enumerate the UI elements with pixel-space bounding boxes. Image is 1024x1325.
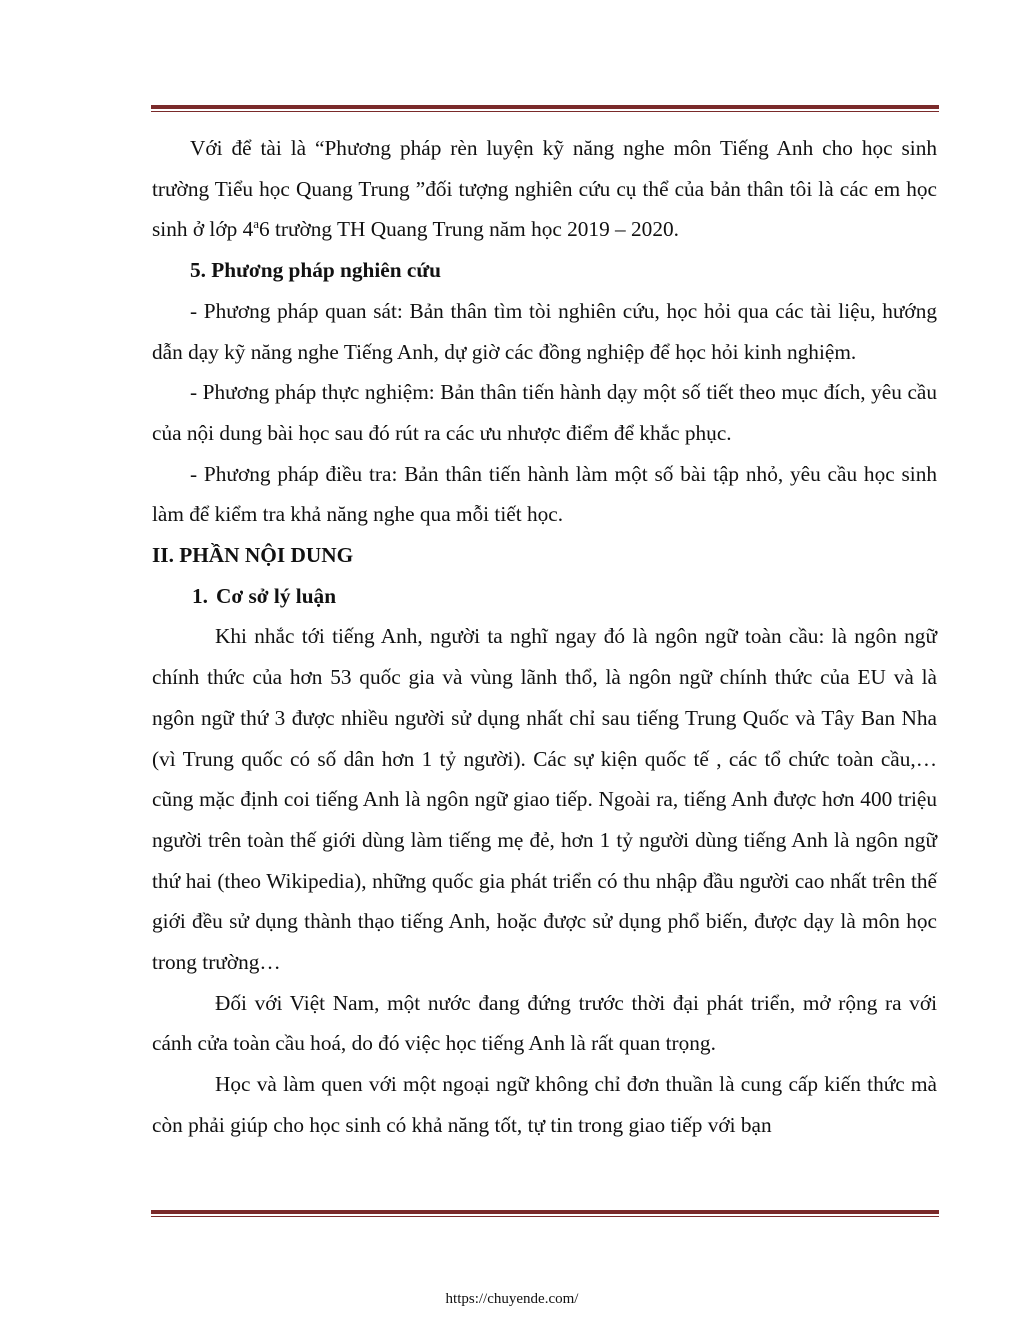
learning-paragraph: Học và làm quen với một ngoại ngữ không chỉ đơn thuần là cung cấp kiến thức mà còn phải giúp cho học sinh có khả năng tốt, tự tin trong giao tiếp với bạn xyxy=(152,1072,937,1137)
footer-url[interactable]: https://chuyende.com/ xyxy=(445,1291,579,1307)
part2-heading: II. PHẦN NỘI DUNG xyxy=(152,543,354,568)
subsection1-title: Cơ sở lý luận xyxy=(216,583,337,608)
method-survey-paragraph: - Phương pháp điều tra: Bản thân tiến hành làm một số bài tập nhỏ, yêu cầu học sinh làm để kiểm tra khả năng nghe qua mỗi tiết học. xyxy=(152,461,937,527)
section5-heading: 5. Phương pháp nghiên cứu xyxy=(190,258,441,283)
header-rule xyxy=(151,105,939,112)
method-experiment-paragraph: - Phương pháp thực nghiệm: Bản thân tiến hành dạy một số tiết theo mục đích, yêu cầu của nội dung bài học sau đó rút ra các ưu nhược điểm để khắc phục. xyxy=(152,380,937,445)
method-observation-paragraph: - Phương pháp quan sát: Bản thân tìm tòi nghiên cứu, học hỏi qua các tài liệu, hướng dẫn dạy kỹ năng nghe Tiếng Anh, dự giờ các đồng nghiệp để học hỏi kinh nghiệm. xyxy=(152,298,937,364)
footer-rule xyxy=(151,1210,939,1217)
subsection1-heading xyxy=(152,576,937,617)
class-superscript: a xyxy=(253,216,259,232)
intro-paragraph: Với để tài là “Phương pháp rèn luyện kỹ năng nghe môn Tiếng Anh cho học sinh trường Tiểu học Quang Trung ”đối tượng nghiên cứu cụ thể của bản thân tôi là các em học sinh ở lớp 4$^a$6 trường TH Quang Trung năm học 2019 – 2020. xyxy=(152,136,937,242)
vietnam-paragraph: Đối với Việt Nam, một nước đang đứng trước thời đại phát triển, mở rộng ra với cánh cửa toàn cầu hoá, do đó việc học tiếng Anh là rất quan trọng. xyxy=(152,990,937,1056)
subsection1-number: 1. xyxy=(192,583,208,608)
document-body xyxy=(152,128,937,1146)
english-global-paragraph: Khi nhắc tới tiếng Anh, người ta nghĩ ngay đó là ngôn ngữ toàn cầu: là ngôn ngữ chính thức của hơn 53 quốc gia và vùng lãnh thổ, là ngôn ngữ chính thức của EU và là ngôn ngữ thứ 3 được nhiều người sử dụng nhất chỉ sau tiếng Trung Quốc và Tây Ban Nha (vì Trung quốc có số dân hơn 1 tỷ người). Các sự kiện quốc tế , các tổ chức toàn cầu,… cũng mặc định coi tiếng Anh là ngôn ngữ giao tiếp. Ngoài ra, tiếng Anh được hơn 400 triệu người trên toàn thế giới dùng làm tiếng mẹ đẻ, hơn 1 tỷ người dùng tiếng Anh là ngôn ngữ thứ hai (theo Wikipedia), những quốc gia phát triển có thu nhập đầu người cao nhất trên thế giới đều sử dụng thành thạo tiếng Anh, hoặc được sử dụng phổ biến, được dạy là môn học trong trường… xyxy=(152,624,937,975)
